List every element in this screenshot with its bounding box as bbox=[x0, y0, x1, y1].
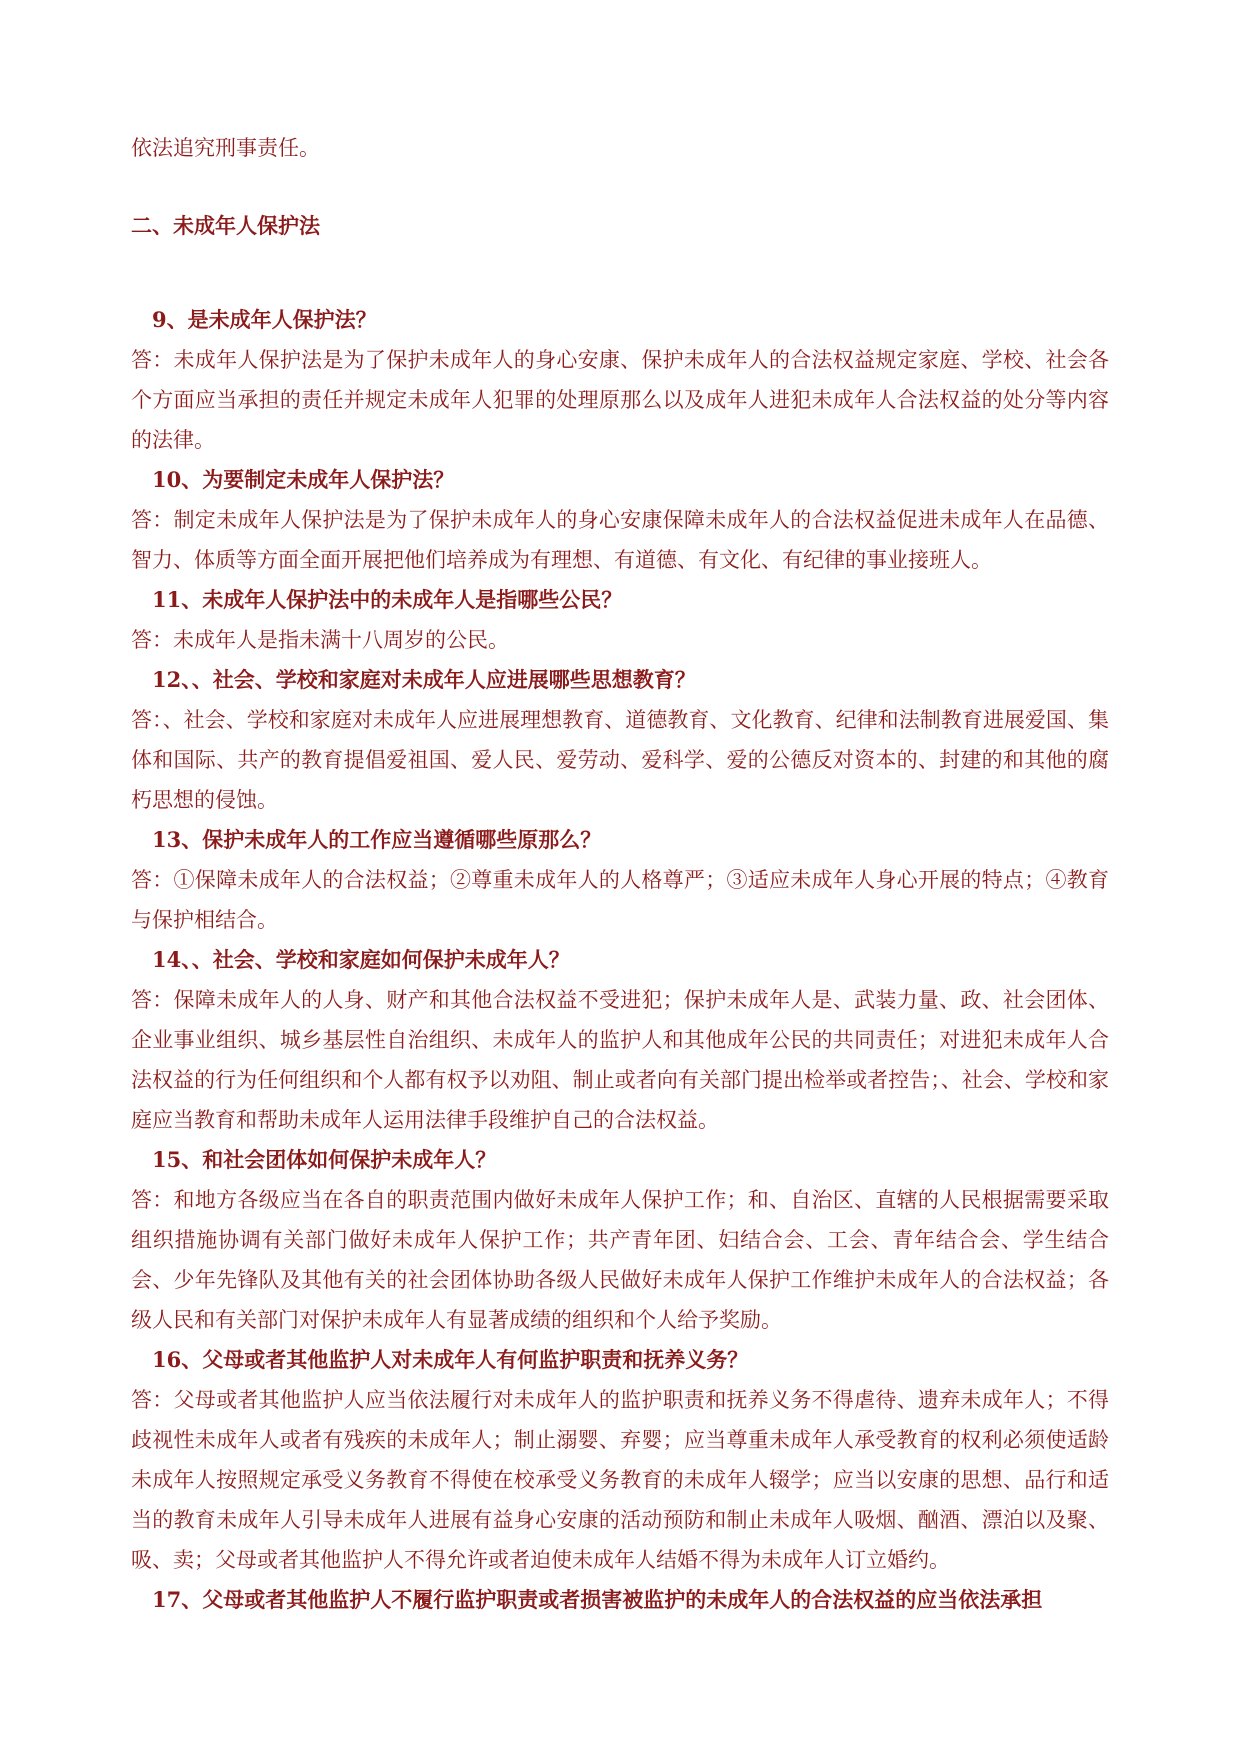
answer-9: 答：未成年人保护法是为了保护未成年人的身心安康、保护未成年人的合法权益规定家庭、学校、社会各个方面应当承担的责任并规定未成年人犯罪的处理原那么以及成年人进犯未成年人合法权益的处分等内容的法律。 bbox=[131, 348, 1109, 452]
answer-16: 答：父母或者其他监护人应当依法履行对未成年人的监护职责和抚养义务不得虐待、遗弃未成年人；不得歧视性未成年人或者有残疾的未成年人；制止溺婴、弃婴；应当尊重未成年人承受教育的权利必须使适龄未成年人按照规定承受义务教育不得使在校承受义务教育的未成年人辍学；应当以安康的思想、品行和适当的教育未成年人引导未成年人进展有益身心安康的活动预防和制止未成年人吸烟、酗酒、漂泊以及聚、吸、卖；父母或者其他监护人不得允许或者迫使未成年人结婚不得为未成年人订立婚约。 bbox=[131, 1388, 1109, 1572]
answer-12: 答：、社会、学校和家庭对未成年人应进展理想教育、道德教育、文化教育、纪律和法制教育进展爱国、集体和国际、共产的教育提倡爱祖国、爱人民、爱劳动、爱科学、爱的公德反对资本的、封建的和其他的腐朽思想的侵蚀。 bbox=[131, 708, 1109, 812]
intro-text: 依法追究刑事责任。 bbox=[131, 136, 320, 160]
answer-13: 答：①保障未成年人的合法权益；②尊重未成年人的人格尊严；③适应未成年人身心开展的特点；④教育与保护相结合。 bbox=[131, 868, 1109, 932]
question-13: 13、保护未成年人的工作应当遵循哪些原那么？ bbox=[152, 827, 602, 852]
page-content bbox=[131, 128, 1109, 1620]
question-11: 11、未成年人保护法中的未成年人是指哪些公民？ bbox=[152, 587, 623, 612]
question-15: 15、和社会团体如何保护未成年人？ bbox=[152, 1147, 497, 1172]
question-14: 14、、社会、学校和家庭如何保护未成年人？ bbox=[152, 947, 570, 972]
question-17: 17、父母或者其他监护人不履行监护职责或者损害被监护的未成年人的合法权益的应当依法承担 bbox=[152, 1587, 1043, 1612]
answer-14: 答：保障未成年人的人身、财产和其他合法权益不受进犯；保护未成年人是、武装力量、政、社会团体、企业事业组织、城乡基层性自治组织、未成年人的监护人和其他成年公民的共同责任；对进犯未成年人合法权益的行为任何组织和个人都有权予以劝阻、制止或者向有关部门提出检举或者控告；、社会、学校和家庭应当教育和帮助未成年人运用法律手段维护自己的合法权益。 bbox=[131, 988, 1109, 1132]
section-title: 二、未成年人保护法 bbox=[131, 213, 320, 238]
question-10: 10、为要制定未成年人保护法？ bbox=[152, 467, 455, 492]
question-9: 9、是未成年人保护法？ bbox=[152, 307, 377, 332]
answer-10: 答：制定未成年人保护法是为了保护未成年人的身心安康保障未成年人的合法权益促进未成年人在品德、智力、体质等方面全面开展把他们培养成为有理想、有道德、有文化、有纪律的事业接班人。 bbox=[131, 508, 1109, 572]
answer-15: 答：和地方各级应当在各自的职责范围内做好未成年人保护工作；和、自治区、直辖的人民根据需要采取组织措施协调有关部门做好未成年人保护工作；共产青年团、妇结合会、工会、青年结合会、学生结合会、少年先锋队及其他有关的社会团体协助各级人民做好未成年人保护工作维护未成年人的合法权益；各级人民和有关部门对保护未成年人有显著成绩的组织和个人给予奖励。 bbox=[131, 1188, 1109, 1332]
answer-11: 答：未成年人是指未满十八周岁的公民。 bbox=[131, 628, 509, 652]
question-12: 12、、社会、学校和家庭对未成年人应进展哪些思想教育？ bbox=[152, 667, 696, 692]
question-16: 16、父母或者其他监护人对未成年人有何监护职责和抚养义务？ bbox=[152, 1347, 749, 1372]
